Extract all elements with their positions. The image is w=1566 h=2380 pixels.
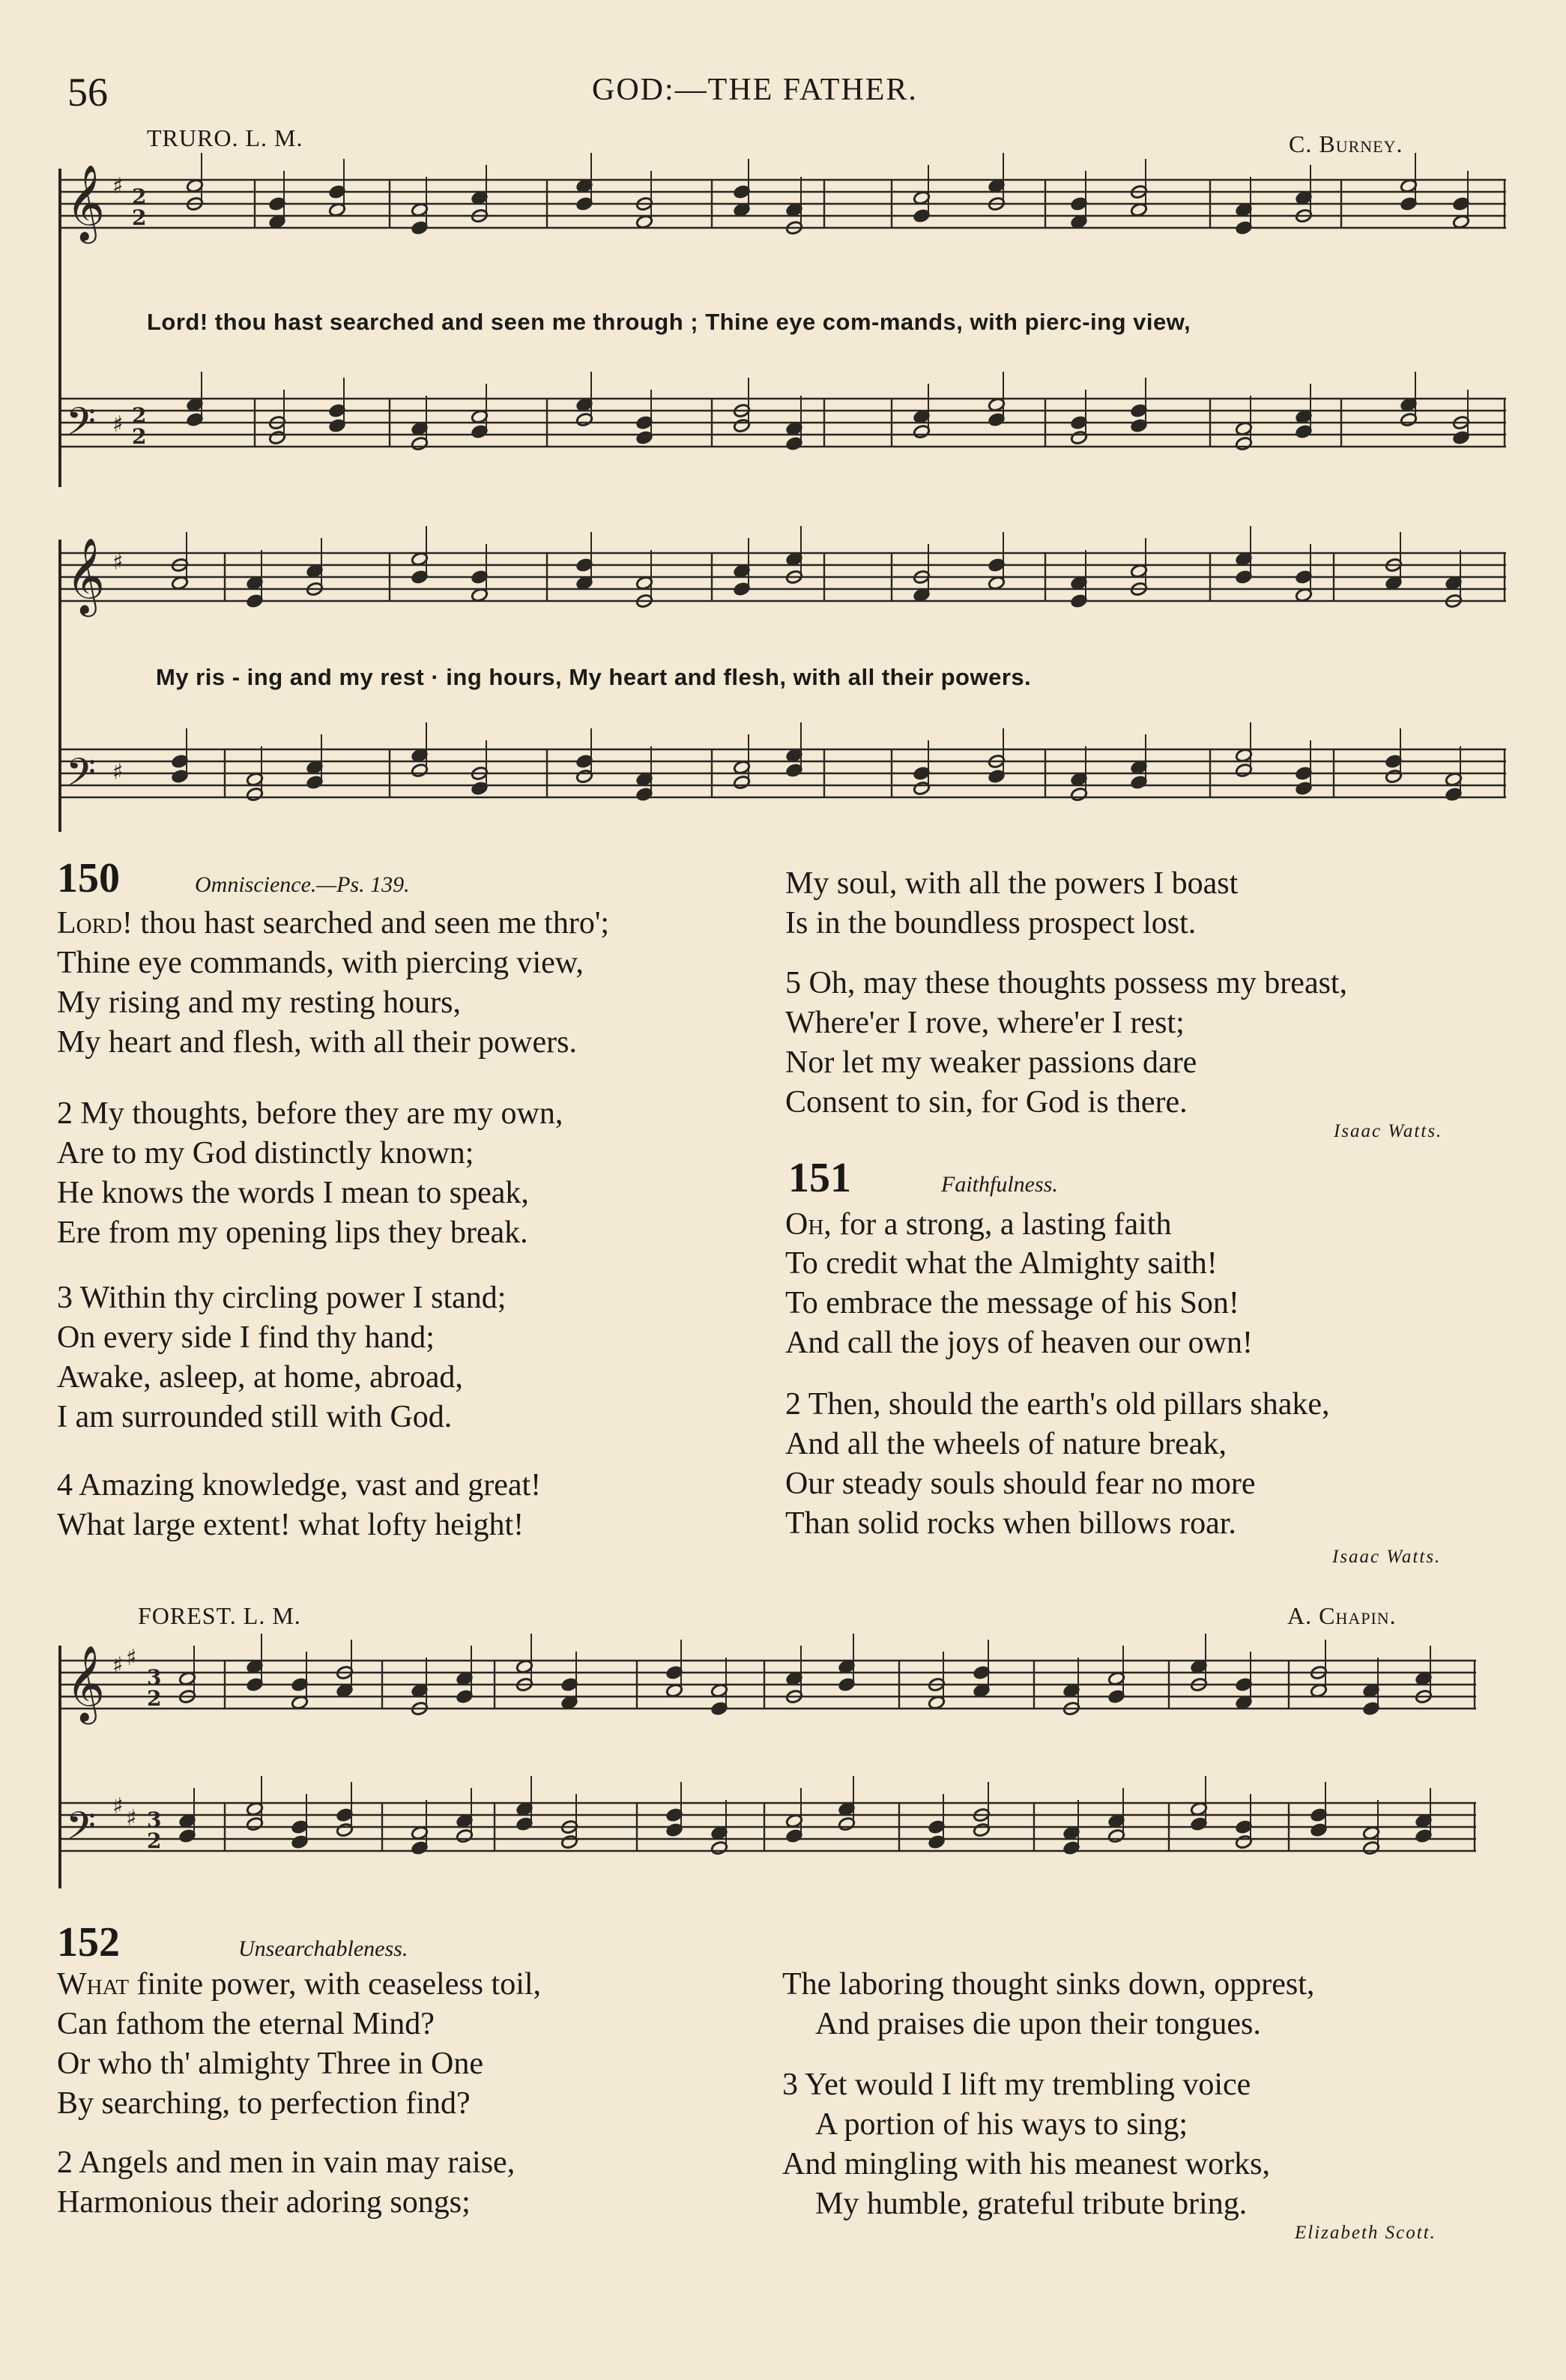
hymn-150: [57, 854, 410, 902]
running-head: GOD:—THE FATHER.: [592, 73, 918, 107]
hymn-151: [788, 1154, 1058, 1202]
hymn-152-first-line: What finite power, with ceaseless toil,: [57, 1967, 542, 2002]
hymn-150-author: Isaac Watts.: [1334, 1121, 1443, 1141]
hymn-150-stanza-5: 5 Oh, may these thoughts possess my breast, Where'er I rove, where'er I rest; Nor let my weaker passions dare Consent to sin, for God is there.: [785, 966, 1348, 1120]
svg-text:♯: ♯: [112, 1793, 124, 1819]
staff-truro-1-bass: [60, 399, 1506, 447]
svg-text:2: 2: [132, 424, 147, 449]
composer-truro: C. Burney.: [1289, 130, 1403, 157]
hymn-number: 151: [788, 1155, 851, 1201]
page-number: 56: [67, 70, 108, 115]
svg-text:2: 2: [132, 205, 147, 230]
treble-clef-icon: 𝄞: [66, 163, 106, 241]
hymn-150-stanza-1: Thine eye commands, with piercing view, My rising and my resting hours, My heart and flesh, with all their powers.: [57, 946, 584, 1060]
tune-name-forest: FOREST. L. M.: [138, 1602, 301, 1629]
svg-text:♯: ♯: [112, 549, 124, 576]
hymn-151-stanza-2: 2 Then, should the earth's old pillars shake, And all the wheels of nature break, Our steady souls should fear no more Than solid rocks when billows roar.: [785, 1387, 1330, 1541]
svg-text:3: 3: [147, 1665, 162, 1690]
hymn-151-author: Isaac Watts.: [1332, 1547, 1442, 1567]
bass-clef-icon: 𝄢: [66, 1803, 96, 1858]
staff-truro-2-bass: [60, 749, 1506, 797]
truro-lyric-line-2: My ris - ing and my rest · ing hours, My heart and flesh, with all their powers.: [156, 664, 1032, 690]
svg-text:♯: ♯: [126, 1645, 137, 1671]
composer-forest: A. Chapin.: [1287, 1602, 1397, 1629]
hymn-title: Unsearchableness.: [238, 1936, 408, 1961]
svg-text:2: 2: [132, 403, 147, 428]
svg-text:2: 2: [147, 1686, 162, 1711]
svg-text:♯: ♯: [112, 759, 124, 785]
hymn-151-first-line: Oh, for a strong, a lasting faith: [785, 1207, 1172, 1242]
svg-text:2: 2: [132, 184, 147, 209]
svg-text:♯: ♯: [112, 1652, 124, 1679]
hymn-number: 152: [57, 1919, 120, 1966]
hymn-150-first-line: Lord! thou hast searched and seen me thro';: [57, 906, 610, 940]
hymn-151-stanza-1: To credit what the Almighty saith! To embrace the message of his Son! And call the joys of heaven our own!: [785, 1246, 1253, 1360]
tune-name-truro: TRURO. L. M.: [147, 124, 303, 151]
staff-forest-bass: [60, 1803, 1476, 1851]
bass-clef-icon: 𝄢: [66, 399, 96, 453]
hymn-152: [57, 1918, 408, 1966]
hymn-152-stanza-1: Can fathom the eternal Mind? Or who th' almighty Three in One By searching, to perfection find?: [57, 2007, 484, 2121]
svg-text:♯: ♯: [126, 1805, 137, 1831]
svg-text:♯: ♯: [112, 411, 124, 438]
staff-forest-treble: [60, 1661, 1476, 1709]
hymn-152-stanza-3: 3 Yet would I lift my trembling voice A portion of his ways to sing; And mingling with his meanest works, My humble, grateful tribute bring.: [782, 2068, 1270, 2221]
hymn-title: Faithfulness.: [941, 1172, 1058, 1197]
hymn-150-stanza-4a: 4 Amazing knowledge, vast and great! What large extent! what lofty height!: [57, 1468, 542, 1542]
staff-truro-2-treble: [60, 553, 1506, 601]
svg-text:2: 2: [147, 1828, 162, 1853]
hymn-title: Omniscience.—Ps. 139.: [195, 872, 410, 897]
bass-clef-icon: 𝄢: [66, 749, 96, 804]
svg-text:3: 3: [147, 1807, 162, 1832]
truro-lyric-line-1: Lord! thou hast searched and seen me through ; Thine eye com-mands, with pierc-ing view,: [147, 309, 1191, 335]
hymn-152-author: Elizabeth Scott.: [1295, 2223, 1436, 2243]
hymn-152-stanza-2b: The laboring thought sinks down, opprest, And praises die upon their tongues.: [782, 1967, 1315, 2041]
hymn-150-stanza-3: 3 Within thy circling power I stand; On every side I find thy hand; Awake, asleep, at home, abroad, I am surrounded still with God.: [57, 1281, 507, 1434]
treble-clef-icon: 𝄞: [66, 537, 106, 614]
hymn-152-stanza-2a: 2 Angels and men in vain may raise, Harmonious their adoring songs;: [57, 2145, 516, 2220]
svg-text:♯: ♯: [112, 173, 124, 199]
hymn-150-stanza-4b: My soul, with all the powers I boast Is in the boundless prospect lost.: [785, 866, 1239, 940]
treble-clef-icon: 𝄞: [66, 1644, 106, 1721]
hymn-150-stanza-2: 2 My thoughts, before they are my own, Are to my God distinctly known; He knows the words I mean to speak, Ere from my opening lips they break.: [57, 1096, 563, 1250]
hymn-number: 150: [57, 855, 120, 901]
